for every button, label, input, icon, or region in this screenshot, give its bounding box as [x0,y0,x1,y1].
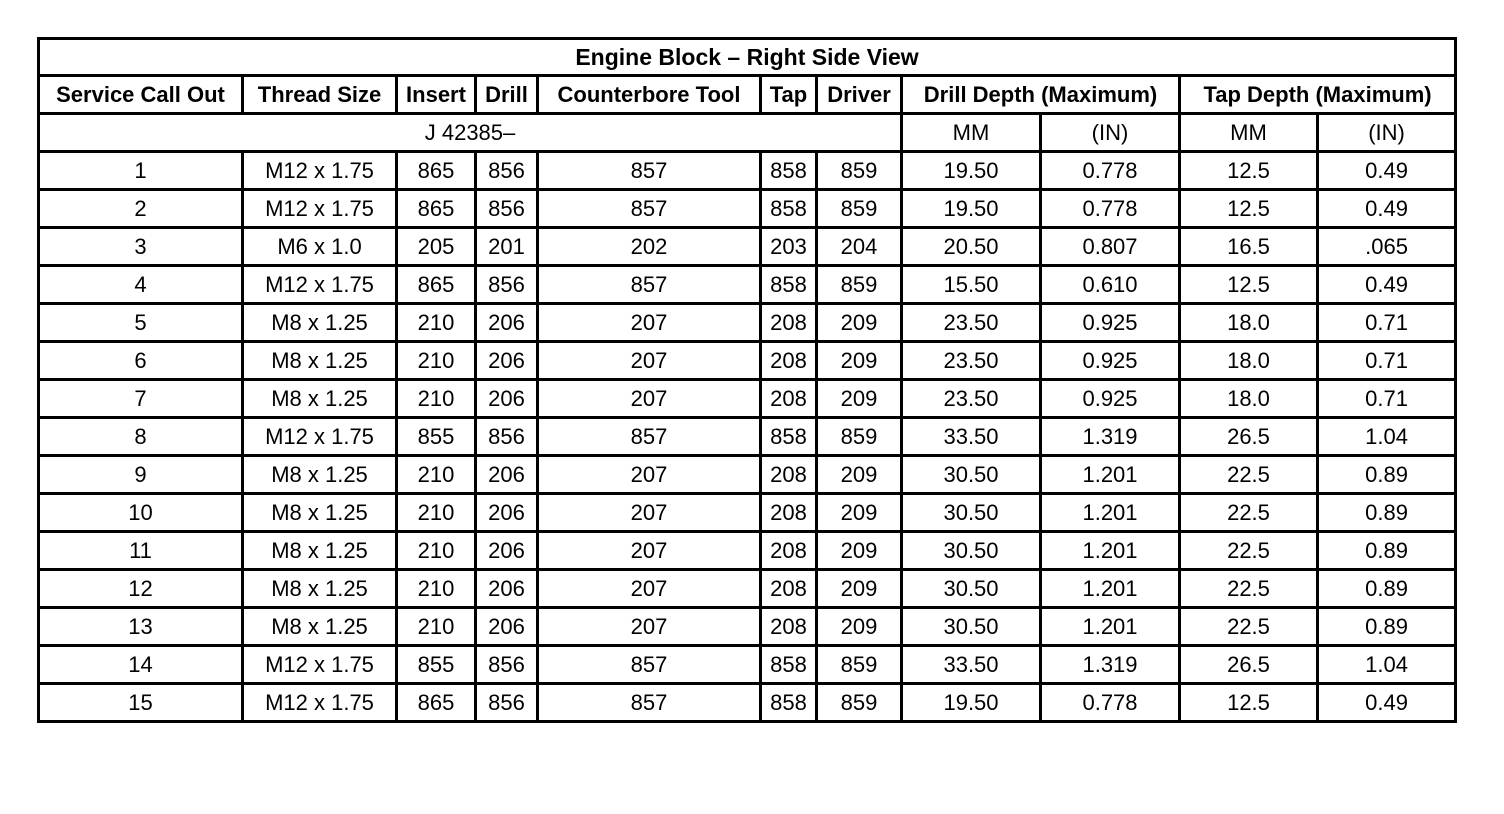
cell-driver: 859 [817,152,902,190]
cell-tap: 208 [761,304,817,342]
cell-counterbore-tool: 857 [538,190,761,228]
cell-drill: 856 [476,646,538,684]
cell-tap-depth-mm: 22.5 [1180,456,1318,494]
cell-driver: 859 [817,646,902,684]
cell-tap-depth-in: 0.49 [1318,190,1456,228]
cell-drill: 206 [476,304,538,342]
cell-counterbore-tool: 207 [538,456,761,494]
cell-tap: 203 [761,228,817,266]
cell-drill-depth-in: 1.319 [1041,418,1180,456]
cell-tap-depth-mm: 12.5 [1180,152,1318,190]
cell-service-call-out: 8 [39,418,243,456]
cell-service-call-out: 2 [39,190,243,228]
cell-driver: 209 [817,570,902,608]
cell-tap-depth-in: 0.89 [1318,532,1456,570]
header-insert: Insert [397,76,476,114]
cell-counterbore-tool: 857 [538,418,761,456]
cell-drill-depth-in: 0.610 [1041,266,1180,304]
cell-tap-depth-in: 0.89 [1318,456,1456,494]
cell-tap: 208 [761,342,817,380]
table-row [39,608,1456,646]
cell-thread-size: M12 x 1.75 [243,266,397,304]
cell-service-call-out: 11 [39,532,243,570]
cell-insert: 210 [397,380,476,418]
cell-service-call-out: 1 [39,152,243,190]
cell-driver: 209 [817,532,902,570]
cell-counterbore-tool: 207 [538,608,761,646]
cell-service-call-out: 14 [39,646,243,684]
cell-tap-depth-in: .065 [1318,228,1456,266]
table-row [39,380,1456,418]
cell-driver: 859 [817,266,902,304]
cell-thread-size: M12 x 1.75 [243,684,397,722]
cell-service-call-out: 15 [39,684,243,722]
header-tap-depth: Tap Depth (Maximum) [1180,76,1456,114]
cell-driver: 209 [817,608,902,646]
cell-tap-depth-mm: 22.5 [1180,570,1318,608]
cell-tap-depth-in: 0.89 [1318,570,1456,608]
header-drill: Drill [476,76,538,114]
cell-thread-size: M12 x 1.75 [243,418,397,456]
cell-service-call-out: 9 [39,456,243,494]
cell-drill-depth-mm: 30.50 [902,456,1041,494]
table-row [39,646,1456,684]
cell-insert: 855 [397,646,476,684]
cell-service-call-out: 10 [39,494,243,532]
cell-counterbore-tool: 857 [538,152,761,190]
table-body [39,152,1456,722]
table-row [39,342,1456,380]
cell-thread-size: M8 x 1.25 [243,342,397,380]
cell-drill-depth-mm: 19.50 [902,190,1041,228]
cell-drill-depth-in: 1.201 [1041,570,1180,608]
cell-insert: 205 [397,228,476,266]
table-row [39,266,1456,304]
cell-counterbore-tool: 207 [538,380,761,418]
cell-driver: 209 [817,456,902,494]
cell-driver: 209 [817,304,902,342]
cell-driver: 209 [817,494,902,532]
cell-drill-depth-mm: 23.50 [902,342,1041,380]
cell-drill-depth-mm: 30.50 [902,532,1041,570]
cell-tap: 208 [761,532,817,570]
cell-insert: 210 [397,532,476,570]
cell-tap: 208 [761,494,817,532]
cell-counterbore-tool: 857 [538,684,761,722]
cell-drill: 206 [476,570,538,608]
cell-insert: 210 [397,342,476,380]
table-row [39,418,1456,456]
cell-tap-depth-in: 1.04 [1318,418,1456,456]
cell-tap: 208 [761,456,817,494]
cell-tap-depth-mm: 22.5 [1180,494,1318,532]
cell-drill-depth-in: 1.201 [1041,532,1180,570]
cell-tap-depth-in: 0.71 [1318,380,1456,418]
cell-insert: 210 [397,494,476,532]
drill-depth-in-unit: (IN) [1041,114,1180,152]
cell-thread-size: M12 x 1.75 [243,190,397,228]
cell-thread-size: M12 x 1.75 [243,646,397,684]
cell-tap: 858 [761,190,817,228]
cell-counterbore-tool: 207 [538,570,761,608]
table-row [39,228,1456,266]
cell-drill: 856 [476,266,538,304]
cell-tap: 858 [761,684,817,722]
cell-service-call-out: 12 [39,570,243,608]
cell-tap-depth-mm: 22.5 [1180,608,1318,646]
cell-tap-depth-in: 0.49 [1318,684,1456,722]
cell-drill: 206 [476,532,538,570]
engine-block-spec-table [37,37,1457,723]
cell-counterbore-tool: 207 [538,304,761,342]
cell-thread-size: M6 x 1.0 [243,228,397,266]
cell-drill-depth-in: 0.925 [1041,380,1180,418]
cell-tap-depth-mm: 22.5 [1180,532,1318,570]
cell-drill: 206 [476,608,538,646]
cell-drill-depth-in: 1.201 [1041,494,1180,532]
cell-tap-depth-mm: 12.5 [1180,190,1318,228]
cell-drill-depth-in: 0.925 [1041,304,1180,342]
cell-driver: 859 [817,684,902,722]
cell-tap-depth-in: 0.71 [1318,304,1456,342]
cell-tap-depth-mm: 26.5 [1180,646,1318,684]
cell-counterbore-tool: 207 [538,532,761,570]
cell-drill-depth-mm: 23.50 [902,304,1041,342]
cell-drill-depth-mm: 20.50 [902,228,1041,266]
table-row [39,304,1456,342]
cell-counterbore-tool: 207 [538,342,761,380]
cell-thread-size: M8 x 1.25 [243,304,397,342]
cell-tap-depth-in: 0.89 [1318,608,1456,646]
cell-tap: 208 [761,608,817,646]
cell-service-call-out: 6 [39,342,243,380]
cell-insert: 210 [397,608,476,646]
cell-insert: 210 [397,304,476,342]
cell-tap-depth-mm: 26.5 [1180,418,1318,456]
cell-drill-depth-in: 1.319 [1041,646,1180,684]
table-row [39,456,1456,494]
cell-drill-depth-mm: 30.50 [902,608,1041,646]
cell-tap-depth-in: 0.49 [1318,152,1456,190]
cell-counterbore-tool: 202 [538,228,761,266]
cell-counterbore-tool: 857 [538,266,761,304]
header-drill-depth: Drill Depth (Maximum) [902,76,1180,114]
cell-drill-depth-mm: 33.50 [902,646,1041,684]
cell-tap-depth-mm: 18.0 [1180,304,1318,342]
table-row [39,684,1456,722]
cell-tap-depth-mm: 16.5 [1180,228,1318,266]
cell-drill-depth-mm: 19.50 [902,152,1041,190]
drill-depth-mm-unit: MM [902,114,1041,152]
cell-drill-depth-in: 0.778 [1041,684,1180,722]
header-driver: Driver [817,76,902,114]
cell-tap: 208 [761,380,817,418]
header-thread-size: Thread Size [243,76,397,114]
tap-depth-in-unit: (IN) [1318,114,1456,152]
table-title: Engine Block – Right Side View [39,39,1456,76]
cell-tap-depth-in: 0.49 [1318,266,1456,304]
cell-insert: 865 [397,190,476,228]
cell-drill: 206 [476,380,538,418]
cell-drill-depth-in: 0.807 [1041,228,1180,266]
cell-tap-depth-in: 0.89 [1318,494,1456,532]
cell-thread-size: M8 x 1.25 [243,456,397,494]
cell-drill: 856 [476,152,538,190]
cell-thread-size: M8 x 1.25 [243,532,397,570]
cell-drill-depth-mm: 19.50 [902,684,1041,722]
cell-tap-depth-mm: 12.5 [1180,266,1318,304]
header-counterbore-tool: Counterbore Tool [538,76,761,114]
cell-drill-depth-mm: 30.50 [902,570,1041,608]
cell-drill-depth-in: 0.925 [1041,342,1180,380]
header-service-call-out: Service Call Out [39,76,243,114]
cell-thread-size: M12 x 1.75 [243,152,397,190]
cell-insert: 865 [397,266,476,304]
table-title-row [39,39,1456,76]
cell-drill-depth-mm: 30.50 [902,494,1041,532]
cell-driver: 204 [817,228,902,266]
cell-drill: 201 [476,228,538,266]
cell-tap-depth-in: 1.04 [1318,646,1456,684]
cell-insert: 210 [397,456,476,494]
cell-thread-size: M8 x 1.25 [243,494,397,532]
cell-drill: 206 [476,456,538,494]
tool-prefix-label: J 42385– [39,114,902,152]
table-row [39,494,1456,532]
table-row [39,532,1456,570]
cell-drill-depth-in: 1.201 [1041,456,1180,494]
cell-insert: 855 [397,418,476,456]
column-header-row [39,76,1456,114]
cell-drill-depth-in: 0.778 [1041,190,1180,228]
cell-drill: 206 [476,342,538,380]
cell-insert: 865 [397,684,476,722]
cell-service-call-out: 5 [39,304,243,342]
cell-service-call-out: 4 [39,266,243,304]
cell-counterbore-tool: 857 [538,646,761,684]
cell-driver: 859 [817,190,902,228]
cell-driver: 859 [817,418,902,456]
cell-tap: 858 [761,266,817,304]
cell-drill-depth-mm: 33.50 [902,418,1041,456]
header-tap: Tap [761,76,817,114]
cell-tap: 208 [761,570,817,608]
cell-drill-depth-in: 1.201 [1041,608,1180,646]
cell-drill: 856 [476,684,538,722]
cell-drill: 856 [476,418,538,456]
cell-service-call-out: 3 [39,228,243,266]
cell-tap-depth-mm: 12.5 [1180,684,1318,722]
subheader-row [39,114,1456,152]
cell-tap: 858 [761,418,817,456]
table-row [39,152,1456,190]
cell-drill: 856 [476,190,538,228]
cell-drill-depth-mm: 23.50 [902,380,1041,418]
cell-thread-size: M8 x 1.25 [243,608,397,646]
cell-insert: 210 [397,570,476,608]
cell-service-call-out: 13 [39,608,243,646]
cell-tap: 858 [761,646,817,684]
cell-tap-depth-mm: 18.0 [1180,380,1318,418]
cell-tap-depth-mm: 18.0 [1180,342,1318,380]
cell-thread-size: M8 x 1.25 [243,570,397,608]
cell-insert: 865 [397,152,476,190]
cell-drill-depth-mm: 15.50 [902,266,1041,304]
table-row [39,570,1456,608]
cell-tap: 858 [761,152,817,190]
cell-drill: 206 [476,494,538,532]
cell-driver: 209 [817,342,902,380]
tap-depth-mm-unit: MM [1180,114,1318,152]
cell-tap-depth-in: 0.71 [1318,342,1456,380]
cell-service-call-out: 7 [39,380,243,418]
table-row [39,190,1456,228]
cell-counterbore-tool: 207 [538,494,761,532]
cell-thread-size: M8 x 1.25 [243,380,397,418]
cell-driver: 209 [817,380,902,418]
cell-drill-depth-in: 0.778 [1041,152,1180,190]
